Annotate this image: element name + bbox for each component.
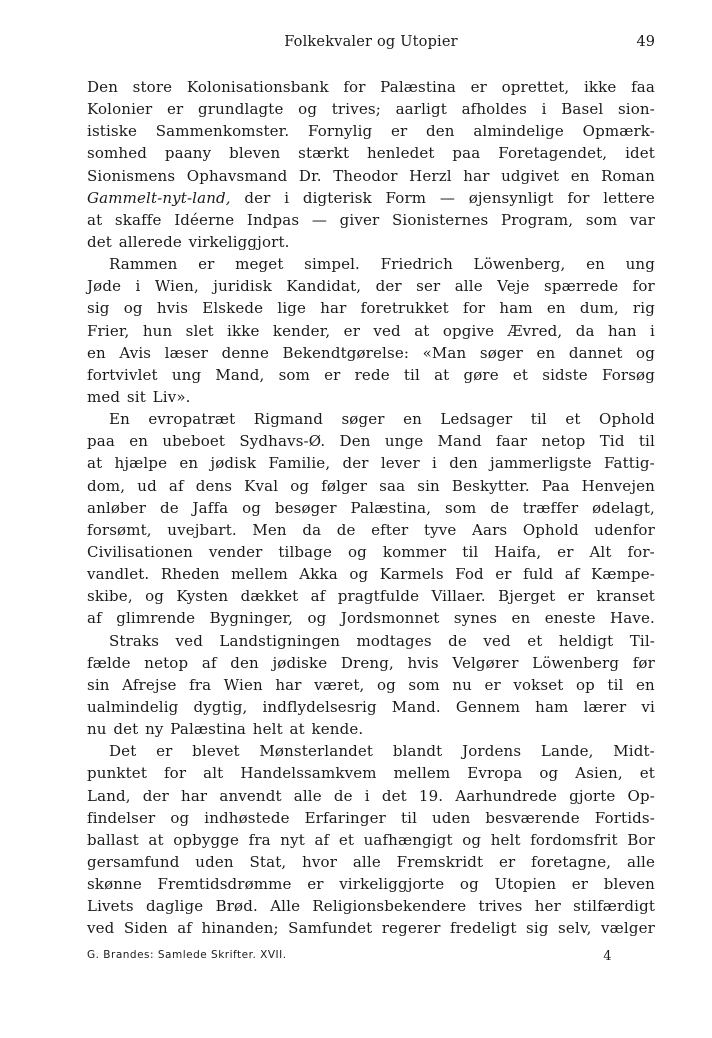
text-line: istiske Sammenkomster. Fornylig er den almindelige Opmærk- [87, 122, 655, 141]
text-line: Den store Kolonisationsbank for Palæstina er oprettet, ikke faa [87, 78, 655, 96]
text-line: skønne Fremtidsdrømme er virkeliggjorte og Utopien er bleven [87, 875, 655, 894]
text-line: findelser og indhøstede Erfaringer til uden besværende Fortids- [87, 808, 655, 827]
footer-imprint: G. Brandes: Samlede Skrifter. XVII. [87, 949, 287, 961]
text-line: skibe, og Kysten dækket af pragtfulde Villaer. Bjerget er kranset [87, 587, 655, 606]
text-line: en Avis læser denne Bekendtgørelse: «Man søger en dannet og [87, 343, 655, 362]
text-line: Rammen er meget simpel. Friedrich Löwenberg, en ung [109, 255, 655, 274]
footer [87, 949, 612, 967]
text-line: Land, der har anvendt alle de i det 19. Aarhundrede gjorte Op- [87, 786, 655, 805]
text-line: Gammelt-nyt-land, der i digterisk Form — øjensynligt for lettere [87, 188, 655, 207]
text-line: sig og hvis Elskede lige har foretrukket for ham en dum, rig [87, 299, 655, 318]
text-line: punktet for alt Handelssamkvem mellem Evropa og Asien, et [87, 764, 655, 783]
text-line: ualmindelig dygtig, indflydelsesrig Mand. Gennem ham lærer vi [87, 697, 655, 716]
running-title: Folkekvaler og Utopier [284, 34, 458, 50]
text-line: fortvivlet ung Mand, som er rede til at gøre et sidste Forsøg [87, 365, 655, 384]
page-number: 49 [636, 34, 655, 50]
text-line: En evropatræt Rigmand søger en Ledsager til et Ophold [109, 410, 655, 429]
text-line: at skaffe Idéerne Indpas — giver Sionisternes Program, som var [87, 210, 655, 229]
text-line: ved Siden af hinanden; Samfundet regerer fredeligt sig selv, vælger [87, 919, 655, 938]
text-line: det allerede virkeliggjort. [87, 232, 290, 251]
text-line: Sionismens Ophavsmand Dr. Theodor Herzl har udgivet en Roman [87, 166, 655, 185]
text-line: nu det ny Palæstina helt at kende. [87, 720, 364, 739]
text-line: med sit Liv». [87, 387, 191, 406]
text-line: fælde netop af den jødiske Dreng, hvis Velgører Löwenberg før [87, 653, 655, 672]
body-text [87, 76, 655, 939]
text-line: Frier, hun slet ikke kender, er ved at opgive Ævred, da han i [87, 321, 655, 340]
text-line: Det er blevet Mønsterlandet blandt Jordens Lande, Midt- [109, 742, 655, 761]
text-line: at hjælpe en jødisk Familie, der lever i den jammerligste Fattig- [87, 454, 655, 473]
text-line: anløber de Jaffa og besøger Palæstina, som de træffer ødelagt, [87, 498, 655, 517]
text-line: vandlet. Rheden mellem Akka og Karmels Fod er fuld af Kæmpe- [87, 565, 655, 584]
text-line: Civilisationen vender tilbage og kommer til Haifa, er Alt for- [87, 542, 655, 561]
text-line: Jøde i Wien, juridisk Kandidat, der ser alle Veje spærrede for [87, 277, 655, 296]
text-line: af glimrende Bygninger, og Jordsmonnet synes en eneste Have. [87, 609, 655, 628]
text-line: dom, ud af dens Kval og følger saa sin Beskytter. Paa Henvejen [87, 476, 655, 495]
text-line: sin Afrejse fra Wien har været, og som nu er vokset op til en [87, 675, 655, 694]
text-line: gersamfund uden Stat, hvor alle Fremskridt er foretagne, alle [87, 852, 655, 871]
text-line: Kolonier er grundlagte og trives; aarligt afholdes i Basel sion- [87, 100, 655, 119]
text-line: ballast at opbygge fra nyt af et uafhængigt og helt fordomsfrit Bor [87, 830, 655, 849]
text-line: forsømt, uvejbart. Men da de efter tyve Aars Ophold udenfor [87, 520, 655, 539]
signature-mark: 4 [603, 949, 612, 964]
text-line: Straks ved Landstigningen modtages de ved et heldigt Til- [109, 631, 655, 650]
text-line: paa en ubeboet Sydhavs-Ø. Den unge Mand faar netop Tid til [87, 432, 655, 451]
text-line: Livets daglige Brød. Alle Religionsbekendere trives her stilfærdigt [87, 897, 655, 916]
running-head [87, 34, 655, 54]
text-line: somhed paany bleven stærkt henledet paa Foretagendet, idet [87, 144, 655, 163]
